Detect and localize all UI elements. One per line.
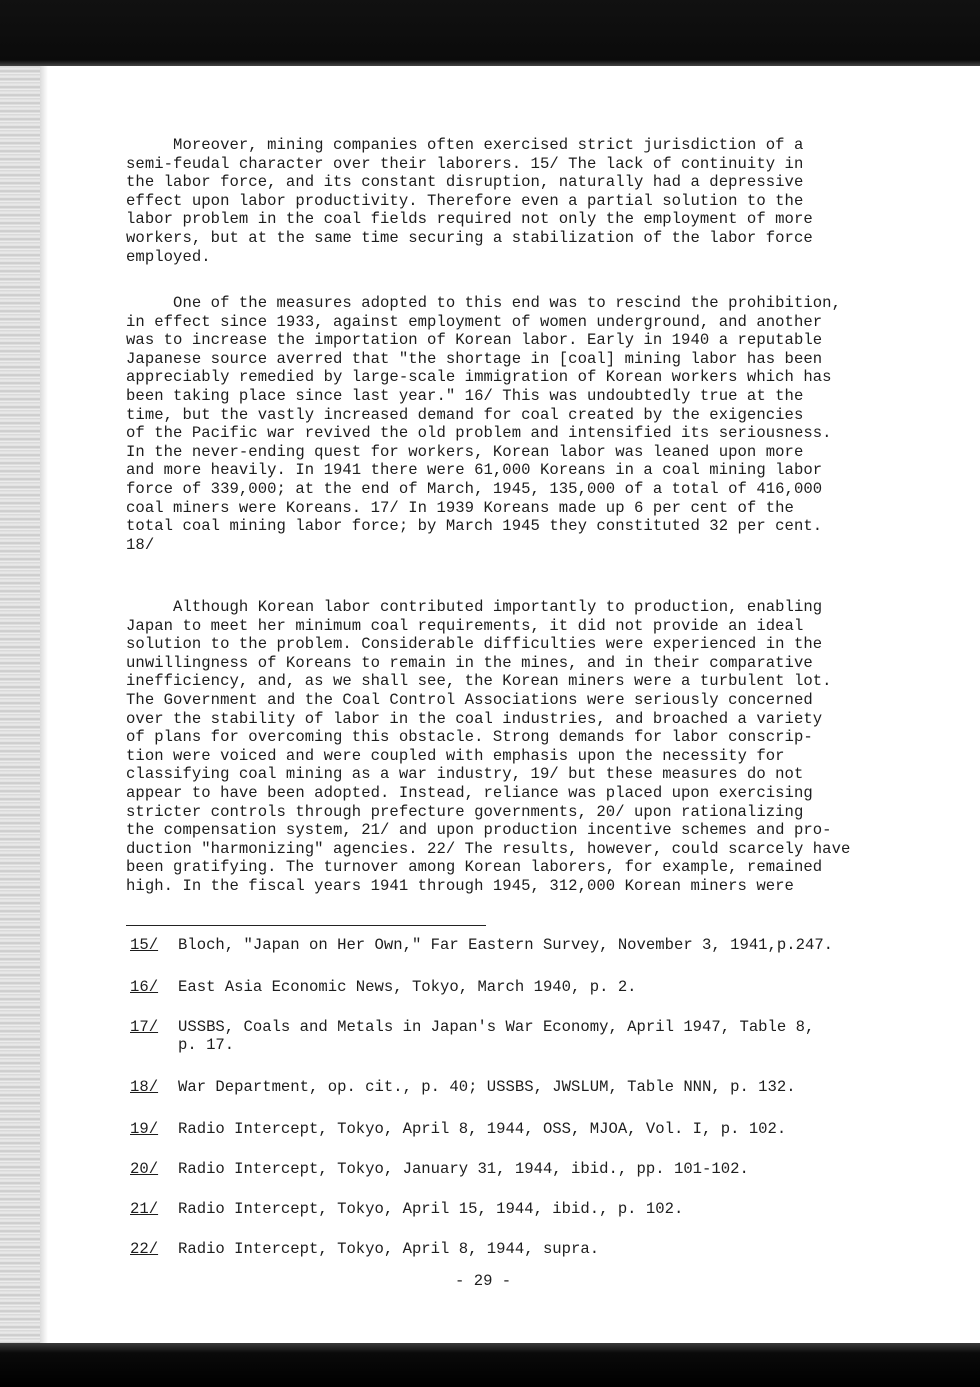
footnote-rule <box>126 925 486 926</box>
scan-top-border <box>0 0 980 66</box>
paragraph-2: One of the measures adopted to this end was to rescind the prohibition, in effect since 1933, against employment of women underground, and another was to increase the importation of Korean labor. Early in 1940 a reputable Japanese source averred that "the shortage in [coal] mining labor has been appreciably remedied by large-scale immigration of Korean workers which has been taking place since last year." 16/ This was undoubtedly true at the time, but the vastly increased demand for coal created by the exigencies of the Pacific war revived the old problem and intensified its seriousness. In the never-ending quest for workers, Korean labor was leaned upon more and more heavily. In 1941 there were 61,000 Koreans in a coal mining labor force of 339,000; at the end of March, 1945, 135,000 of a total of 416,000 coal miners were Koreans. 17/ In 1939 Koreans made up 6 per cent of the total coal mining labor force; by March 1945 they constituted 32 per cent. 18/ <box>126 294 841 554</box>
footnote-number: 16/ <box>130 978 159 996</box>
footnote-text: East Asia Economic News, Tokyo, March 1940, p. 2. <box>178 978 637 996</box>
paragraph-1: Moreover, mining companies often exercised strict jurisdiction of a semi-feudal character over their laborers. 15/ The lack of continuity in the labor force, and its constant disruption, naturally had a depressive effect upon labor productivity. Therefore even a partial solution to the labor problem in the coal fields required not only the employment of more workers, but at the same time securing a stabilization of the labor force employed. <box>126 136 813 266</box>
footnote-number: 15/ <box>130 936 159 954</box>
footnote-text: Radio Intercept, Tokyo, April 15, 1944, ibid., p. 102. <box>178 1200 684 1218</box>
footnote-16 <box>130 978 870 996</box>
footnote-number: 19/ <box>130 1120 159 1138</box>
footnote-text: USSBS, Coals and Metals in Japan's War Economy, April 1947, Table 8, <box>178 1018 815 1036</box>
footnote-text: Radio Intercept, Tokyo, April 8, 1944, OSS, MJOA, Vol. I, p. 102. <box>178 1120 787 1138</box>
footnote-text: Bloch, "Japan on Her Own," Far Eastern Survey, November 3, 1941,p.247. <box>178 936 834 954</box>
footnote-20 <box>130 1160 870 1178</box>
footnote-15 <box>130 936 870 954</box>
footnote-number: 20/ <box>130 1160 159 1178</box>
footnote-19 <box>130 1120 870 1138</box>
scan-bottom-border <box>0 1343 980 1387</box>
footnote-number: 22/ <box>130 1240 159 1258</box>
paragraph-3: Although Korean labor contributed importantly to production, enabling Japan to meet her minimum coal requirements, it did not provide an ideal solution to the problem. Considerable difficulties were experienced in the unwillingness of Koreans to remain in the mines, and in their comparative inefficiency, and, as we shall see, the Korean miners were a turbulent lot. The Government and the Coal Control Associations were seriously concerned over the stability of labor in the coal industries, and broached a variety of plans for overcoming this obstacle. Strong demands for labor conscrip- tion were voiced and were coupled with emphasis upon the necessity for classifying coal mining as a war industry, 19/ but these measures do not appear to have been adopted. Instead, reliance was placed upon exercising stricter controls through prefecture governments, 20/ upon rationalizing the compensation system, 21/ and upon production incentive schemes and pro- duction "harmonizing" agencies. 22/ The results, however, could scarcely have been gratifying. The turnover among Korean laborers, for example, remained high. In the fiscal years 1941 through 1945, 312,000 Korean miners were <box>126 598 851 895</box>
footnote-17 <box>130 1018 870 1054</box>
footnote-number: 18/ <box>130 1078 159 1096</box>
page-number: - 29 - <box>455 1272 512 1290</box>
footnote-18 <box>130 1078 870 1096</box>
footnote-text: Radio Intercept, Tokyo, January 31, 1944, ibid., pp. 101-102. <box>178 1160 749 1178</box>
footnote-21 <box>130 1200 870 1218</box>
scan-left-edge <box>0 66 40 1343</box>
footnote-continuation: p. 17. <box>178 1036 235 1054</box>
scan-left-shadow <box>40 66 48 1343</box>
footnote-number: 21/ <box>130 1200 159 1218</box>
paragraph-2-block <box>126 294 866 554</box>
footnote-text: War Department, op. cit., p. 40; USSBS, JWSLUM, Table NNN, p. 132. <box>178 1078 796 1096</box>
paragraph-1-block <box>126 136 866 266</box>
footnote-22 <box>130 1240 870 1258</box>
footnote-number: 17/ <box>130 1018 159 1036</box>
paragraph-3-block <box>126 598 866 896</box>
footnote-text: Radio Intercept, Tokyo, April 8, 1944, supra. <box>178 1240 600 1258</box>
